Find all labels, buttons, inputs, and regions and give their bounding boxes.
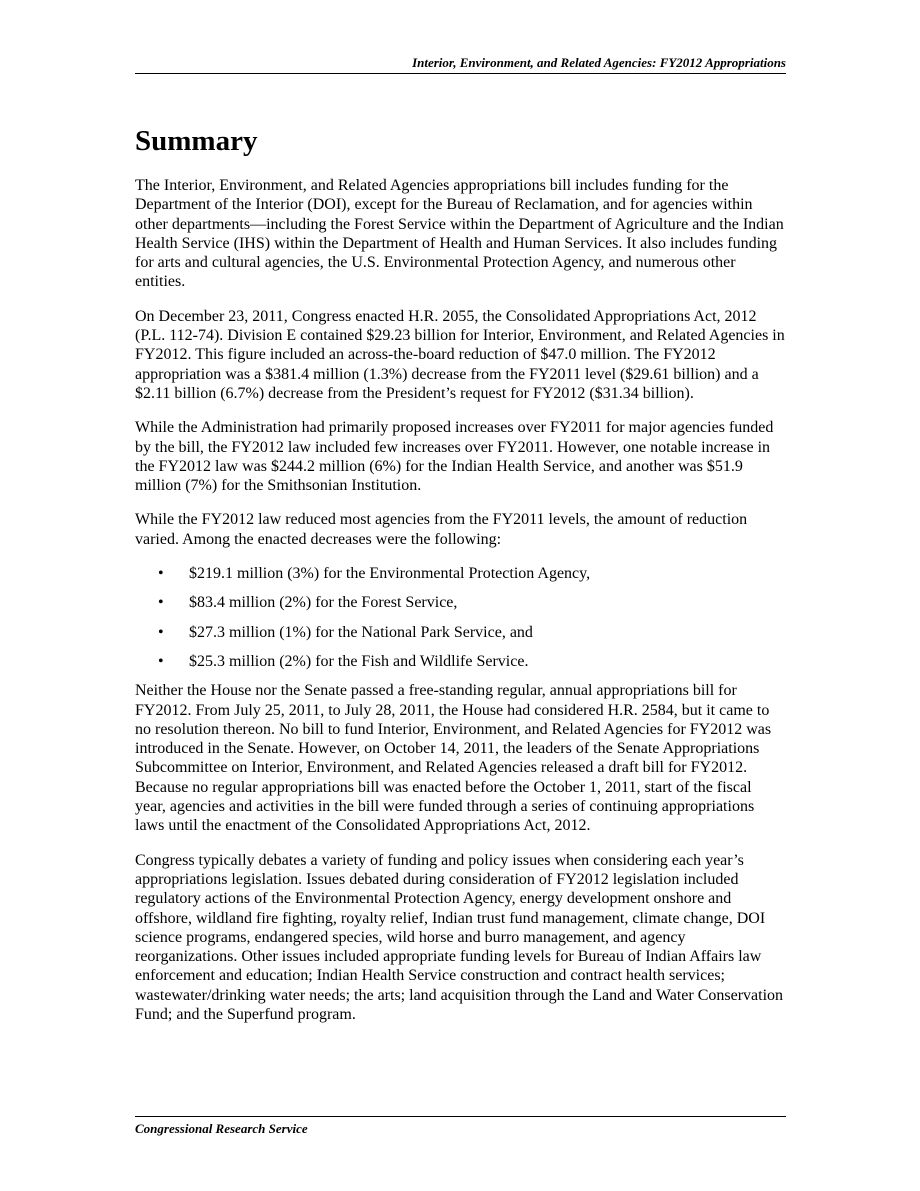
list-item xyxy=(135,652,786,671)
paragraph-intro: The Interior, Environment, and Related Agencies appropriations bill includes funding for the Department of the Interior (DOI), except for the Bureau of Reclamation, and for agencies within other departments—including the Forest Service within the Department of Agriculture and the Indian Health Service (IHS) within the Department of Health and Human Services. It also includes funding for arts and cultural agencies, the U.S. Environmental Protection Agency, and numerous other entities. xyxy=(135,177,784,291)
paragraph-decreases-intro: While the FY2012 law reduced most agencies from the FY2011 levels, the amount of reduction varied. Among the enacted decreases were the following: xyxy=(135,511,748,548)
list-item xyxy=(135,593,786,612)
list-item-text: $219.1 million (3%) for the Environmental Protection Agency, xyxy=(189,565,591,583)
decreases-list xyxy=(135,564,786,671)
paragraph-legislative-history: Neither the House nor the Senate passed a free-standing regular, annual appropriations bill for FY2012. From July 25, 2011, to July 28, 2011, the House had considered H.R. 2584, but it came to no resolution thereon. No bill to fund Interior, Environment, and Related Agencies for FY2012 was introduced in the Senate. However, on October 14, 2011, the leaders of the Senate Appropriations Subcommittee on Interior, Environment, and Related Agencies released a draft bill for FY2012. Because no regular appropriations bill was enacted before the October 1, 2011, start of the fiscal year, agencies and activities in the bill were funded through a series of continuing appropriations laws until the enactment of the Consolidated Appropriations Act, 2012. xyxy=(135,682,772,835)
page-footer: Congressional Research Service xyxy=(135,1116,786,1137)
list-item xyxy=(135,564,786,583)
bullet-icon: • xyxy=(158,594,164,612)
list-item xyxy=(135,623,786,642)
bullet-icon: • xyxy=(158,565,164,583)
paragraph-issues: Congress typically debates a variety of funding and policy issues when considering each year’s appropriations legislation. Issues debated during consideration of FY2012 legislation included regulatory actions of the Environmental Protection Agency, energy development onshore and offshore, wildland fire fighting, royalty relief, Indian trust fund management, climate change, DOI science programs, endangered species, wild horse and burro management, and agency reorganizations. Other issues included appropriate funding levels for Bureau of Indian Affairs law enforcement and education; Indian Health Service construction and contract health services; wastewater/drinking water needs; the arts; land acquisition through the Land and Water Conservation Fund; and the Superfund program. xyxy=(135,851,784,1023)
summary-body xyxy=(135,176,786,1039)
page-title: Summary xyxy=(135,125,258,157)
list-item-text: $83.4 million (2%) for the Forest Service, xyxy=(189,594,458,612)
list-item-text: $25.3 million (2%) for the Fish and Wildlife Service. xyxy=(189,652,529,670)
running-header: Interior, Environment, and Related Agencies: FY2012 Appropriations xyxy=(135,55,786,74)
list-item-text: $27.3 million (1%) for the National Park Service, and xyxy=(189,623,533,641)
paragraph-increases: While the Administration had primarily proposed increases over FY2011 for major agencies funded by the bill, the FY2012 law included few increases over FY2011. However, one notable increase in the FY2012 law was $244.2 million (6%) for the Indian Health Service, and another was $51.9 million (7%) for the Smithsonian Institution. xyxy=(135,419,774,495)
bullet-icon: • xyxy=(158,652,164,670)
paragraph-enactment: On December 23, 2011, Congress enacted H.R. 2055, the Consolidated Appropriations Act, 2012 (P.L. 112-74). Division E contained $29.23 billion for Interior, Environment, and Related Agencies in FY2012. This figure included an across-the-board reduction of $47.0 million. The FY2012 appropriation was a $381.4 million (1.3%) decrease from the FY2011 level ($29.61 billion) and a $2.11 billion (6.7%) decrease from the President’s request for FY2012 ($31.34 billion). xyxy=(135,307,785,402)
bullet-icon: • xyxy=(158,623,164,641)
